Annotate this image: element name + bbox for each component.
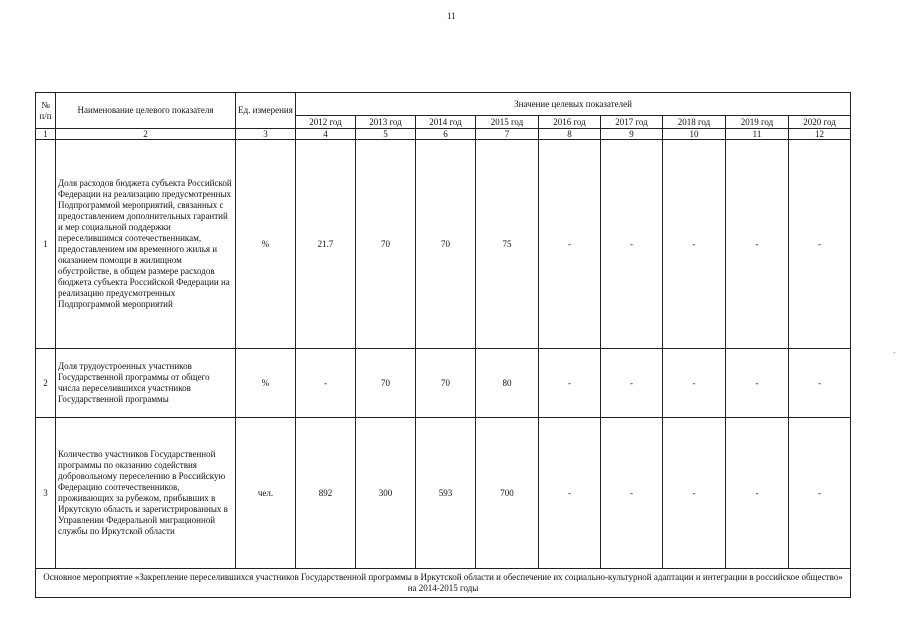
column-number: 6	[416, 129, 476, 140]
row-value: -	[663, 140, 726, 349]
row-value: -	[601, 418, 663, 569]
row-value: 75	[476, 140, 539, 349]
column-number: 8	[539, 129, 601, 140]
column-number: 4	[296, 129, 356, 140]
margin-mark: -	[893, 348, 896, 357]
row-value: 593	[416, 418, 476, 569]
row-value: 700	[476, 418, 539, 569]
row-value: 300	[356, 418, 416, 569]
header-unit: Ед. измерения	[236, 93, 296, 129]
row-value: -	[726, 418, 789, 569]
header-year: 2018 год	[663, 116, 726, 129]
row-value: -	[726, 140, 789, 349]
header-num: № п/п	[36, 93, 56, 129]
row-unit: %	[236, 349, 296, 418]
column-number: 7	[476, 129, 539, 140]
table-row	[36, 140, 851, 349]
column-number: 1	[36, 129, 56, 140]
row-name: Доля расходов бюджета субъекта Российской Федерации на реализацию предусмотренных Подпрограммой мероприятий, связанных с предоставлением дополнительных гарантий и мер социальной поддержки переселившимся соотечественникам, предоставлением им временного жилья и оказанием помощи в жилищном обустройстве, в общем размере расходов бюджета субъекта Российской Федерации на реализацию предусмотренных Подпрограммой мероприятий	[56, 140, 236, 349]
column-number: 3	[236, 129, 296, 140]
column-number: 5	[356, 129, 416, 140]
row-num: 2	[36, 349, 56, 418]
header-year: 2015 год	[476, 116, 539, 129]
row-value: -	[601, 349, 663, 418]
row-value: -	[539, 140, 601, 349]
column-number: 10	[663, 129, 726, 140]
header-values: Значение целевых показателей	[296, 93, 851, 116]
column-number: 12	[789, 129, 851, 140]
main-activity-title: Основное мероприятие «Закрепление переселившихся участников Государственной программы в Иркутской области и обеспечение их социально-культурной адаптации и интеграции в российское общество» на 2014-2015 годы	[36, 569, 851, 598]
column-number: 11	[726, 129, 789, 140]
row-num: 1	[36, 140, 56, 349]
table-row	[36, 418, 851, 569]
header-year: 2016 год	[539, 116, 601, 129]
row-value: -	[539, 349, 601, 418]
row-value: -	[296, 349, 356, 418]
indicators-table	[35, 92, 851, 598]
row-value: -	[539, 418, 601, 569]
row-value: -	[789, 418, 851, 569]
row-value: 70	[416, 349, 476, 418]
row-value: -	[663, 418, 726, 569]
header-year: 2012 год	[296, 116, 356, 129]
header-year: 2013 год	[356, 116, 416, 129]
row-num: 3	[36, 418, 56, 569]
header-year: 2014 год	[416, 116, 476, 129]
row-value: 70	[416, 140, 476, 349]
row-value: 80	[476, 349, 539, 418]
header-year: 2020 год	[789, 116, 851, 129]
row-value: 21.7	[296, 140, 356, 349]
row-value: -	[789, 349, 851, 418]
row-name: Количество участников Государственной программы по оказанию содействия добровольному переселению в Российскую Федерацию соотечественников, проживающих за рубежом, прибывших в Иркутскую область и зарегистрированных в Управлении Федеральной миграционной службы по Иркутской области	[56, 418, 236, 569]
column-number: 2	[56, 129, 236, 140]
row-unit: чел.	[236, 418, 296, 569]
row-unit: %	[236, 140, 296, 349]
table-row	[36, 349, 851, 418]
row-value: -	[663, 349, 726, 418]
row-value: 70	[356, 140, 416, 349]
row-value: 70	[356, 349, 416, 418]
row-value: -	[789, 140, 851, 349]
header-name: Наименование целевого показателя	[56, 93, 236, 129]
row-value: -	[601, 140, 663, 349]
page-number: 11	[447, 11, 456, 21]
header-year: 2017 год	[601, 116, 663, 129]
header-year: 2019 год	[726, 116, 789, 129]
row-name: Доля трудоустроенных участников Государственной программы от общего числа переселившихся участников Государственной программы	[56, 349, 236, 418]
column-number: 9	[601, 129, 663, 140]
row-value: -	[726, 349, 789, 418]
row-value: 892	[296, 418, 356, 569]
